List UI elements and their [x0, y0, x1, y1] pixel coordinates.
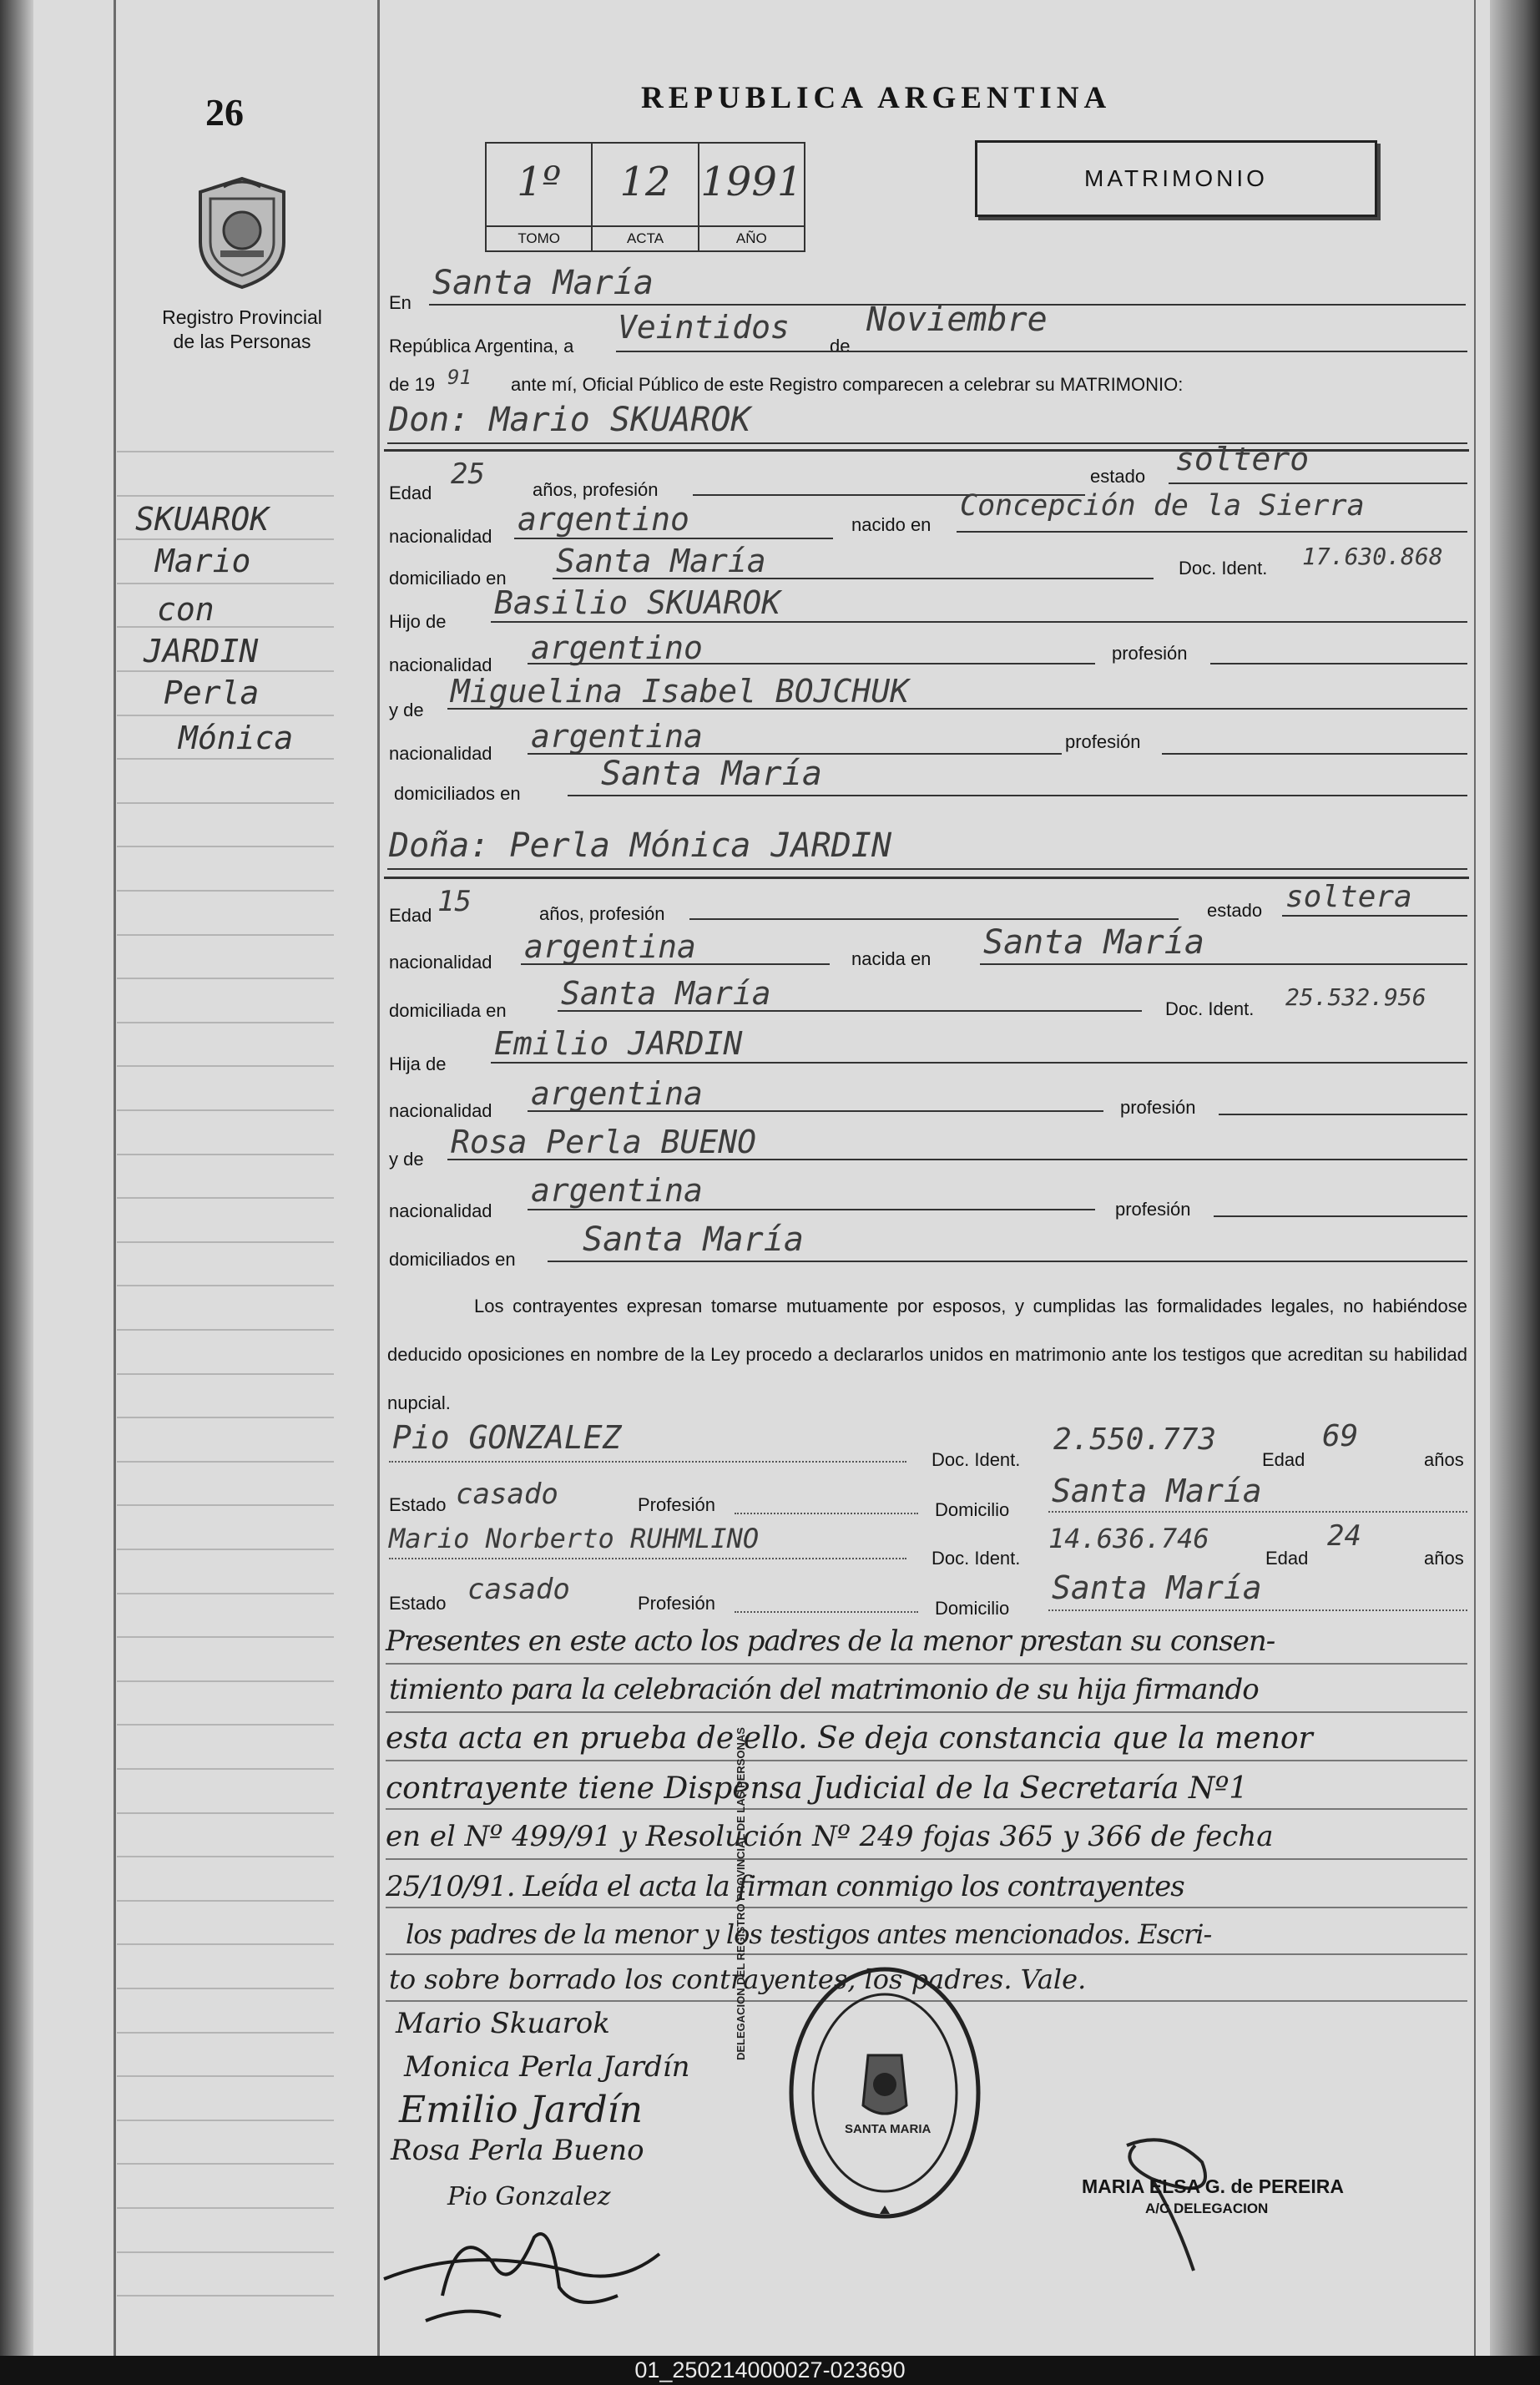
groom-estado: soltero: [1175, 441, 1310, 478]
groom-parents-domicile: Santa María: [601, 755, 822, 793]
label-profesion-w1: Profesión: [638, 1494, 715, 1515]
rule: [521, 963, 830, 965]
section-separator: [384, 877, 1469, 879]
label-edad-w2: Edad: [1265, 1548, 1309, 1569]
label-profesion-2: profesión: [1065, 731, 1141, 752]
signature-father: Emilio Jardín: [399, 2089, 644, 2131]
book-binding: [0, 0, 33, 2356]
label-estado-b: estado: [1207, 900, 1263, 921]
margin-rule-line: [117, 495, 334, 497]
bride-estado: soltera: [1285, 880, 1412, 914]
margin-rule-line: [117, 1154, 334, 1155]
groom-father-nationality: argentino: [531, 629, 703, 666]
note-line: esta acta en prueba de ello. Se deja constancia que la menor: [386, 1721, 1313, 1756]
rule: [1169, 483, 1467, 484]
official-name: MARIA ELSA G. de PEREIRA: [1082, 2175, 1344, 2197]
margin-rule-line: [117, 538, 334, 540]
label-domiciliado-en: domiciliado en: [389, 568, 507, 589]
delegation-stamp: [785, 1963, 985, 2222]
rule: [491, 1062, 1467, 1064]
margin-rule-line: [117, 715, 334, 716]
note-line: to sobre borrado los contrayentes, los padres. Vale.: [389, 1963, 1087, 1995]
label-doc-ident-w2: Doc. Ident.: [932, 1548, 1021, 1569]
margin-rule-line: [117, 1329, 334, 1331]
margin-rule-line: [117, 1856, 334, 1857]
rule: [1162, 753, 1467, 755]
rule: [389, 1558, 906, 1559]
bride-birthplace: Santa María: [983, 923, 1204, 962]
rule: [553, 578, 1154, 579]
label-nacido-en: nacido en: [851, 514, 932, 535]
margin-rule-line: [117, 1593, 334, 1594]
label-domicilio-w1: Domicilio: [935, 1499, 1010, 1520]
witness-1-estado: casado: [456, 1478, 558, 1511]
label-edad-b: Edad: [389, 905, 432, 926]
margin-rule-line: [117, 1241, 334, 1243]
stamp-ring-text: DELEGACION DEL REGISTRO PROVINCIAL DE LAS PERSONAS: [735, 1727, 747, 2060]
label-profesion-b: profesión: [1120, 1097, 1196, 1118]
anio-label: AÑO: [699, 225, 804, 250]
rule: [1282, 915, 1467, 917]
label-nacida-en: nacida en: [851, 948, 932, 969]
rule: [447, 1159, 1467, 1160]
record-type-box: MATRIMONIO: [975, 140, 1377, 217]
rule: [528, 1209, 1095, 1210]
label-doc-ident: Doc. Ident.: [1179, 558, 1268, 579]
margin-rule-line: [117, 934, 334, 936]
bride-age: 15: [437, 885, 472, 918]
label-hijo-de: Hijo de: [389, 611, 447, 632]
witness-2-domicilio: Santa María: [1052, 1569, 1262, 1606]
signature-mother: Rosa Perla Bueno: [391, 2134, 644, 2167]
margin-rule-line: [117, 1417, 334, 1418]
ceremony-year: 91: [447, 366, 472, 389]
witness-1-age: 69: [1322, 1419, 1359, 1453]
margin-rule-line: [117, 758, 334, 760]
rule: [387, 868, 1467, 870]
label-profesion-w2: Profesión: [638, 1593, 715, 1614]
acta-label: ACTA: [593, 225, 697, 250]
rule: [1048, 1609, 1467, 1611]
label-nacionalidad-b2: nacionalidad: [389, 1100, 492, 1121]
anio-cell: [699, 144, 804, 250]
bride-father-nationality: argentina: [531, 1075, 703, 1112]
rule: [386, 1808, 1467, 1810]
label-anos-profesion: años, profesión: [533, 479, 659, 500]
ceremony-month: Noviembre: [866, 301, 1048, 339]
bride-parents-domicile: Santa María: [583, 1220, 804, 1259]
registry-line-2: de las Personas: [173, 331, 311, 352]
margin-rule-line: [117, 1680, 334, 1682]
margin-rule-line: [117, 1197, 334, 1199]
margin-rule-line: [117, 626, 334, 628]
rule: [980, 963, 1467, 965]
signature-witness: Pio Gonzalez: [447, 2182, 611, 2211]
margin-rule-line: [117, 2163, 334, 2165]
stamp-place: SANTA MARIA: [845, 2122, 932, 2136]
label-profesion-b2: profesión: [1115, 1199, 1191, 1220]
margin-rule-line: [117, 978, 334, 979]
margin-rule-line: [117, 1285, 334, 1286]
note-line: timiento para la celebración del matrimonio de su hija firmando: [389, 1673, 1259, 1706]
margin-name-4: JARDIN: [144, 633, 259, 670]
registry-line-1: Registro Provincial: [162, 306, 322, 328]
label-anos-profesion-b: años, profesión: [539, 903, 665, 924]
official-role: A/C DELEGACION: [1145, 2201, 1269, 2216]
rule: [1210, 663, 1467, 664]
acta-cell: [593, 144, 699, 250]
groom-age: 25: [451, 457, 485, 491]
rule: [548, 1261, 1467, 1262]
margin-rule-line: [117, 1549, 334, 1550]
rule: [735, 1513, 918, 1514]
label-estado-w2: Estado: [389, 1593, 447, 1614]
groom-birthplace: Concepción de la Sierra: [960, 489, 1365, 523]
signature-groom: Mario Skuarok: [396, 2007, 610, 2040]
ceremony-day: Veintidos: [618, 309, 790, 346]
label-y-de: y de: [389, 700, 424, 720]
margin-rule-line: [117, 1022, 334, 1023]
tomo-label: TOMO: [487, 225, 591, 250]
rule: [491, 621, 1467, 623]
note-line: contrayente tiene Dispensa Judicial de la Secretaría Nº1: [386, 1771, 1249, 1806]
margin-rule-line: [117, 1812, 334, 1814]
page-title: REPUBLICA ARGENTINA: [641, 81, 1112, 115]
margin-rule-line: [117, 802, 334, 804]
rule: [386, 1953, 1467, 1955]
anio-value: 1991: [700, 159, 803, 205]
signature-bride: Monica Perla Jardín: [404, 2050, 690, 2084]
label-domicilio-w2: Domicilio: [935, 1598, 1010, 1619]
bride-mother: Rosa Perla BUENO: [451, 1124, 757, 1160]
margin-rule-line: [117, 1109, 334, 1111]
margin-rule-line: [117, 2295, 334, 2297]
acta-value: 12: [619, 159, 671, 205]
witness-2-age: 24: [1327, 1519, 1361, 1553]
bride-father: Emilio JARDIN: [494, 1025, 743, 1062]
margin-rule-line: [117, 1461, 334, 1463]
groom-father: Basilio SKUAROK: [494, 584, 781, 621]
margin-rule-line: [117, 890, 334, 892]
margin-rule-line: [117, 846, 334, 847]
bride-nationality: argentina: [524, 928, 696, 965]
margin-rule-line: [117, 1724, 334, 1726]
label-nacionalidad-2: nacionalidad: [389, 654, 492, 675]
witness-2-estado: casado: [467, 1573, 570, 1606]
witness-1-name: Pio GONZALEZ: [392, 1419, 622, 1456]
margin-name-1: SKUAROK: [135, 501, 270, 538]
rule: [386, 1858, 1467, 1860]
bride-doc: 25.532.956: [1285, 983, 1426, 1011]
label-nacionalidad-3: nacionalidad: [389, 743, 492, 764]
witness-2-doc: 14.636.746: [1048, 1523, 1209, 1554]
margin-rule-line: [117, 2207, 334, 2209]
label-anos-w1: años: [1424, 1449, 1464, 1470]
image-caption: 01_250214000027-023690: [0, 2356, 1540, 2385]
label-de: de: [830, 336, 851, 356]
label-domiciliada-en: domiciliada en: [389, 1000, 507, 1021]
margin-rule-right: [1474, 0, 1476, 2356]
groom-mother: Miguelina Isabel BOJCHUK: [451, 673, 910, 710]
margin-rule-line: [117, 2251, 334, 2253]
label-hija-de: Hija de: [389, 1054, 447, 1074]
label-nacionalidad: nacionalidad: [389, 526, 492, 547]
witness-1-doc: 2.550.773: [1053, 1422, 1217, 1457]
rule: [386, 1760, 1467, 1761]
page-number: 26: [205, 91, 244, 134]
label-estado: estado: [1090, 466, 1146, 487]
groom-doc: 17.630.868: [1302, 543, 1443, 570]
margin-rule-line: [117, 1504, 334, 1506]
witness-2-name: Mario Norberto RUHMLINO: [389, 1523, 760, 1554]
rule: [1214, 1215, 1467, 1217]
label-anos-w2: años: [1424, 1548, 1464, 1569]
label-ante: ante mí, Oficial Público de este Registro comparecen a celebrar su MATRIMONIO:: [511, 374, 1184, 395]
label-edad: Edad: [389, 483, 432, 503]
rule: [389, 1461, 906, 1463]
note-line: Presentes en este acto los padres de la menor prestan su consen-: [386, 1625, 1275, 1658]
rule: [735, 1611, 918, 1613]
rule: [689, 918, 1179, 920]
margin-rule-line: [117, 1768, 334, 1770]
label-doc-ident-b: Doc. Ident.: [1165, 998, 1255, 1019]
note-line: los padres de la menor y los testigos antes mencionados. Escri-: [406, 1918, 1212, 1950]
groom-mother-nationality: argentina: [531, 718, 703, 755]
margin-name-5: Perla: [164, 675, 260, 711]
label-estado-w1: Estado: [389, 1494, 447, 1515]
rule: [568, 795, 1467, 796]
label-y-de-b: y de: [389, 1149, 424, 1170]
margin-rule-line: [117, 1988, 334, 1989]
rule: [528, 1110, 1103, 1112]
rule: [1219, 1114, 1467, 1115]
rule: [528, 663, 1095, 664]
signature-scrawl: [367, 2170, 684, 2329]
label-edad-w1: Edad: [1262, 1449, 1305, 1470]
rule: [616, 351, 1467, 352]
margin-rule-line: [117, 451, 334, 452]
margin-rule-line: [117, 1636, 334, 1638]
bride-mother-nationality: argentina: [531, 1172, 703, 1209]
rule: [957, 531, 1467, 533]
record-index-box: [485, 142, 805, 252]
margin-rule-line: [117, 583, 334, 584]
note-line: 25/10/91. Leída el acta la firman conmigo los contrayentes: [386, 1870, 1184, 1903]
margin-rule-main: [377, 0, 380, 2356]
label-nacionalidad-b: nacionalidad: [389, 952, 492, 973]
ceremony-place: Santa María: [432, 264, 654, 302]
note-line: en el Nº 499/91 y Resolución Nº 249 fojas 365 y 366 de fecha: [386, 1820, 1274, 1853]
statement-paragraph: Los contrayentes expresan tomarse mutuamente por esposos, y cumplidas las formalidades legales, no habiéndose deducido oposiciones en nombre de la Ley procedo a declararlos unidos en matrimonio ante los testigos que acreditan su habilidad nupcial.: [387, 1296, 1467, 1413]
margin-rule-line: [117, 1900, 334, 1902]
groom-nationality: argentino: [518, 501, 689, 538]
groom-domicile: Santa María: [556, 543, 766, 579]
margin-name-3: con: [157, 591, 215, 628]
witness-1-domicilio: Santa María: [1052, 1473, 1262, 1509]
margin-rule-line: [117, 2075, 334, 2077]
rule: [1048, 1511, 1467, 1513]
label-domiciliados-en: domiciliados en: [394, 783, 521, 804]
bride-name: Doña: Perla Mónica JARDIN: [389, 826, 892, 865]
margin-rule-line: [117, 2120, 334, 2121]
rule: [447, 708, 1467, 710]
rule: [386, 1907, 1467, 1908]
bride-domicile: Santa María: [561, 975, 771, 1012]
rule: [558, 1010, 1142, 1012]
rule: [514, 538, 833, 539]
page-edge: [1490, 0, 1540, 2356]
label-domiciliados-en-b: domiciliados en: [389, 1249, 516, 1270]
label-republica: República Argentina, a: [389, 336, 574, 356]
label-doc-ident-w1: Doc. Ident.: [932, 1449, 1021, 1470]
margin-rule-line: [117, 1065, 334, 1067]
registry-label: [134, 306, 351, 354]
margin-name-2: Mario: [155, 543, 251, 579]
rule: [386, 1711, 1467, 1713]
rule: [386, 1663, 1467, 1665]
margin-name-6: Mónica: [179, 720, 294, 756]
margin-rule-line: [117, 1943, 334, 1945]
tomo-value: 1º: [517, 159, 562, 205]
tomo-cell: [487, 144, 593, 250]
provincial-seal-icon: [190, 175, 294, 291]
margin-rule-line: [117, 2032, 334, 2034]
groom-name: Don: Mario SKUAROK: [389, 401, 751, 439]
label-nacionalidad-b3: nacionalidad: [389, 1200, 492, 1221]
label-de-19: de 19: [389, 374, 436, 395]
margin-rule-line: [117, 1373, 334, 1375]
label-profesion: profesión: [1112, 643, 1188, 664]
margin-rule-line: [117, 670, 334, 672]
margin-rule-left: [114, 0, 116, 2356]
label-en: En: [389, 292, 412, 313]
